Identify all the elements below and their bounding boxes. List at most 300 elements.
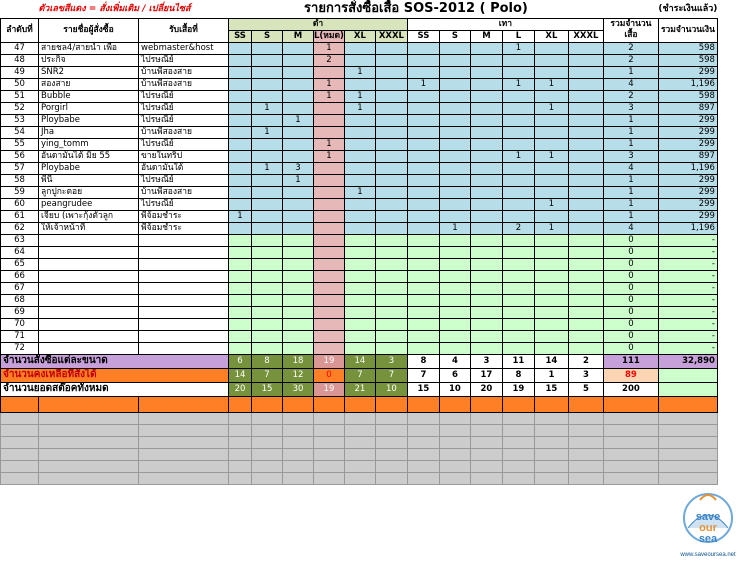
grid-cell[interactable] — [603, 436, 658, 448]
black-size-cell[interactable] — [344, 234, 375, 246]
grey-size-cell[interactable] — [534, 282, 568, 294]
grey-size-cell[interactable] — [470, 270, 502, 282]
black-size-cell[interactable] — [314, 294, 345, 306]
grid-cell[interactable] — [1, 460, 39, 472]
grey-size-cell[interactable] — [502, 270, 534, 282]
black-size-cell[interactable] — [229, 342, 252, 354]
black-size-cell[interactable] — [252, 42, 283, 54]
grid-cell[interactable] — [375, 424, 407, 436]
black-size-cell[interactable] — [344, 114, 375, 126]
black-size-cell[interactable] — [344, 174, 375, 186]
grey-size-cell[interactable]: 2 — [502, 222, 534, 234]
grey-size-cell[interactable] — [439, 330, 470, 342]
row-pickup[interactable]: ไปรษณีย์ — [139, 138, 229, 150]
black-size-cell[interactable] — [344, 258, 375, 270]
grid-cell[interactable] — [502, 472, 534, 484]
black-size-cell[interactable] — [283, 126, 314, 138]
grey-size-cell[interactable] — [407, 282, 439, 294]
grey-size-cell[interactable] — [439, 282, 470, 294]
grid-cell[interactable] — [470, 472, 502, 484]
grid-cell[interactable] — [603, 424, 658, 436]
grid-cell[interactable] — [502, 448, 534, 460]
black-size-cell[interactable] — [375, 246, 407, 258]
black-size-cell[interactable] — [314, 126, 345, 138]
black-size-cell[interactable]: 1 — [252, 162, 283, 174]
grey-size-cell[interactable] — [568, 342, 603, 354]
grey-size-cell[interactable] — [534, 126, 568, 138]
grey-size-cell[interactable] — [470, 318, 502, 330]
grey-size-cell[interactable] — [568, 294, 603, 306]
row-name[interactable]: พี่นี้ — [39, 174, 139, 186]
black-size-cell[interactable] — [283, 150, 314, 162]
grey-size-cell[interactable] — [470, 90, 502, 102]
black-size-cell[interactable] — [314, 210, 345, 222]
black-size-cell[interactable] — [252, 342, 283, 354]
black-size-cell[interactable] — [314, 270, 345, 282]
black-size-cell[interactable] — [283, 42, 314, 54]
row-name[interactable] — [39, 270, 139, 282]
grid-cell[interactable] — [252, 424, 283, 436]
grey-size-cell[interactable] — [502, 162, 534, 174]
black-size-cell[interactable] — [229, 186, 252, 198]
black-size-cell[interactable] — [375, 42, 407, 54]
black-size-cell[interactable] — [229, 126, 252, 138]
row-name[interactable] — [39, 234, 139, 246]
black-size-cell[interactable] — [344, 162, 375, 174]
grey-size-cell[interactable] — [502, 198, 534, 210]
grey-size-cell[interactable] — [407, 318, 439, 330]
row-pickup[interactable]: พี่จ้อมชำระ — [139, 210, 229, 222]
row-pickup[interactable]: บ้านพี่สองสาย — [139, 66, 229, 78]
grey-size-cell[interactable] — [439, 66, 470, 78]
black-size-cell[interactable]: 1 — [314, 150, 345, 162]
black-size-cell[interactable] — [252, 258, 283, 270]
black-size-cell[interactable]: 1 — [283, 174, 314, 186]
grid-cell[interactable] — [658, 448, 717, 460]
grid-cell[interactable] — [658, 472, 717, 484]
grey-size-cell[interactable] — [534, 66, 568, 78]
black-size-cell[interactable] — [344, 330, 375, 342]
row-pickup[interactable]: พี่จ้อมชำระ — [139, 222, 229, 234]
black-size-cell[interactable] — [314, 186, 345, 198]
black-size-cell[interactable] — [252, 66, 283, 78]
black-size-cell[interactable] — [344, 318, 375, 330]
grey-size-cell[interactable] — [407, 222, 439, 234]
grey-size-cell[interactable] — [470, 78, 502, 90]
row-name[interactable]: สายชล4/สายน้ำ เพื่อ — [39, 42, 139, 54]
grey-size-cell[interactable] — [439, 126, 470, 138]
black-size-cell[interactable] — [375, 54, 407, 66]
grey-size-cell[interactable] — [439, 162, 470, 174]
grey-size-cell[interactable] — [470, 162, 502, 174]
grid-cell[interactable] — [439, 412, 470, 424]
grid-cell[interactable] — [502, 424, 534, 436]
black-size-cell[interactable] — [229, 330, 252, 342]
black-size-cell[interactable]: 3 — [283, 162, 314, 174]
grey-size-cell[interactable] — [568, 246, 603, 258]
black-size-cell[interactable]: 1 — [314, 90, 345, 102]
grid-cell[interactable] — [470, 412, 502, 424]
black-size-cell[interactable] — [314, 330, 345, 342]
black-size-cell[interactable] — [229, 90, 252, 102]
grid-cell[interactable] — [252, 436, 283, 448]
grid-cell[interactable] — [534, 436, 568, 448]
black-size-cell[interactable] — [375, 306, 407, 318]
grid-cell[interactable] — [283, 412, 314, 424]
grey-size-cell[interactable] — [568, 318, 603, 330]
black-size-cell[interactable] — [283, 234, 314, 246]
row-name[interactable]: ให้เจ้าหน้าที่ — [39, 222, 139, 234]
black-size-cell[interactable] — [252, 318, 283, 330]
grey-size-cell[interactable]: 1 — [534, 222, 568, 234]
row-name[interactable]: Porgirl — [39, 102, 139, 114]
grid-cell[interactable] — [314, 412, 345, 424]
grey-size-cell[interactable] — [470, 246, 502, 258]
black-size-cell[interactable] — [314, 282, 345, 294]
grid-cell[interactable] — [39, 436, 139, 448]
black-size-cell[interactable] — [375, 342, 407, 354]
black-size-cell[interactable] — [314, 162, 345, 174]
row-name[interactable] — [39, 246, 139, 258]
black-size-cell[interactable] — [375, 330, 407, 342]
grid-cell[interactable] — [534, 448, 568, 460]
black-size-cell[interactable] — [283, 330, 314, 342]
grey-size-cell[interactable] — [407, 138, 439, 150]
grid-cell[interactable] — [407, 460, 439, 472]
grid-cell[interactable] — [407, 472, 439, 484]
grid-cell[interactable] — [344, 448, 375, 460]
grey-size-cell[interactable] — [568, 270, 603, 282]
black-size-cell[interactable] — [314, 258, 345, 270]
row-pickup[interactable]: ไปรษณีย์ — [139, 90, 229, 102]
grey-size-cell[interactable] — [568, 42, 603, 54]
black-size-cell[interactable] — [283, 306, 314, 318]
black-size-cell[interactable] — [229, 78, 252, 90]
black-size-cell[interactable] — [344, 282, 375, 294]
black-size-cell[interactable] — [344, 210, 375, 222]
grey-size-cell[interactable] — [439, 270, 470, 282]
black-size-cell[interactable] — [344, 54, 375, 66]
row-name[interactable] — [39, 294, 139, 306]
black-size-cell[interactable]: 1 — [314, 138, 345, 150]
black-size-cell[interactable] — [229, 258, 252, 270]
grey-size-cell[interactable] — [439, 114, 470, 126]
grey-size-cell[interactable] — [534, 174, 568, 186]
grey-size-cell[interactable] — [407, 114, 439, 126]
grey-size-cell[interactable] — [470, 330, 502, 342]
grid-cell[interactable] — [603, 460, 658, 472]
grey-size-cell[interactable] — [534, 294, 568, 306]
grey-size-cell[interactable] — [534, 54, 568, 66]
grey-size-cell[interactable] — [470, 42, 502, 54]
grid-cell[interactable] — [568, 460, 603, 472]
black-size-cell[interactable] — [252, 198, 283, 210]
grid-cell[interactable] — [407, 424, 439, 436]
black-size-cell[interactable] — [229, 102, 252, 114]
grey-size-cell[interactable] — [439, 258, 470, 270]
black-size-cell[interactable] — [375, 162, 407, 174]
black-size-cell[interactable] — [375, 258, 407, 270]
black-size-cell[interactable] — [344, 306, 375, 318]
black-size-cell[interactable] — [229, 114, 252, 126]
black-size-cell[interactable] — [283, 78, 314, 90]
grey-size-cell[interactable] — [502, 66, 534, 78]
grid-cell[interactable] — [252, 460, 283, 472]
grey-size-cell[interactable] — [470, 126, 502, 138]
row-name[interactable] — [39, 282, 139, 294]
black-size-cell[interactable]: 1 — [314, 42, 345, 54]
row-pickup[interactable] — [139, 330, 229, 342]
black-size-cell[interactable] — [252, 54, 283, 66]
grey-size-cell[interactable] — [568, 138, 603, 150]
grey-size-cell[interactable] — [407, 126, 439, 138]
black-size-cell[interactable] — [283, 222, 314, 234]
black-size-cell[interactable] — [252, 246, 283, 258]
grid-cell[interactable] — [139, 460, 229, 472]
row-name[interactable] — [39, 258, 139, 270]
grid-cell[interactable] — [375, 472, 407, 484]
grey-size-cell[interactable] — [502, 90, 534, 102]
row-name[interactable]: peangrudee — [39, 198, 139, 210]
grid-cell[interactable] — [568, 424, 603, 436]
grey-size-cell[interactable] — [502, 54, 534, 66]
black-size-cell[interactable] — [344, 342, 375, 354]
black-size-cell[interactable]: 1 — [283, 114, 314, 126]
grey-size-cell[interactable] — [470, 114, 502, 126]
grid-cell[interactable] — [534, 460, 568, 472]
grid-cell[interactable] — [344, 412, 375, 424]
black-size-cell[interactable] — [375, 102, 407, 114]
black-size-cell[interactable] — [229, 54, 252, 66]
row-name[interactable]: อันดามันไต้ มิย 55 — [39, 150, 139, 162]
grid-cell[interactable] — [139, 424, 229, 436]
black-size-cell[interactable] — [283, 90, 314, 102]
grey-size-cell[interactable] — [470, 294, 502, 306]
black-size-cell[interactable] — [229, 150, 252, 162]
grey-size-cell[interactable] — [439, 90, 470, 102]
black-size-cell[interactable] — [283, 138, 314, 150]
grid-cell[interactable] — [39, 448, 139, 460]
grey-size-cell[interactable] — [502, 318, 534, 330]
grey-size-cell[interactable]: 1 — [534, 78, 568, 90]
grey-size-cell[interactable] — [502, 126, 534, 138]
black-size-cell[interactable] — [344, 78, 375, 90]
black-size-cell[interactable] — [252, 270, 283, 282]
grey-size-cell[interactable] — [407, 294, 439, 306]
grid-cell[interactable] — [375, 448, 407, 460]
grey-size-cell[interactable] — [534, 186, 568, 198]
row-pickup[interactable] — [139, 342, 229, 354]
row-name[interactable]: Ploybabe — [39, 114, 139, 126]
grid-cell[interactable] — [344, 424, 375, 436]
grid-cell[interactable] — [314, 448, 345, 460]
grey-size-cell[interactable] — [568, 126, 603, 138]
row-name[interactable]: Jha — [39, 126, 139, 138]
row-name[interactable]: ประกิจ — [39, 54, 139, 66]
row-name[interactable]: ying_tomm — [39, 138, 139, 150]
grey-size-cell[interactable] — [470, 258, 502, 270]
grey-size-cell[interactable] — [502, 174, 534, 186]
row-pickup[interactable] — [139, 294, 229, 306]
row-name[interactable]: Bubble — [39, 90, 139, 102]
grey-size-cell[interactable] — [470, 282, 502, 294]
grey-size-cell[interactable] — [407, 162, 439, 174]
grey-size-cell[interactable] — [439, 318, 470, 330]
grey-size-cell[interactable] — [568, 66, 603, 78]
black-size-cell[interactable] — [252, 114, 283, 126]
grey-size-cell[interactable] — [470, 138, 502, 150]
grey-size-cell[interactable] — [470, 222, 502, 234]
grey-size-cell[interactable] — [439, 234, 470, 246]
row-name[interactable]: เจี๊ยบ (เพาะกุ้งตัวลูก — [39, 210, 139, 222]
black-size-cell[interactable] — [252, 174, 283, 186]
black-size-cell[interactable] — [375, 78, 407, 90]
grey-size-cell[interactable] — [407, 198, 439, 210]
grey-size-cell[interactable]: 1 — [534, 102, 568, 114]
grid-cell[interactable] — [39, 472, 139, 484]
grey-size-cell[interactable] — [439, 54, 470, 66]
grey-size-cell[interactable] — [568, 150, 603, 162]
black-size-cell[interactable] — [229, 174, 252, 186]
grid-cell[interactable] — [470, 460, 502, 472]
grid-cell[interactable] — [534, 472, 568, 484]
black-size-cell[interactable]: 1 — [229, 210, 252, 222]
black-size-cell[interactable] — [283, 342, 314, 354]
row-pickup[interactable]: ขายในทริป — [139, 150, 229, 162]
black-size-cell[interactable] — [252, 234, 283, 246]
grid-cell[interactable] — [252, 412, 283, 424]
grey-size-cell[interactable] — [439, 198, 470, 210]
row-pickup[interactable]: ไปรษณีย์ — [139, 174, 229, 186]
grid-cell[interactable] — [568, 472, 603, 484]
grey-size-cell[interactable] — [568, 102, 603, 114]
black-size-cell[interactable] — [344, 126, 375, 138]
black-size-cell[interactable] — [252, 330, 283, 342]
black-size-cell[interactable] — [252, 186, 283, 198]
grid-cell[interactable] — [439, 448, 470, 460]
grid-cell[interactable] — [658, 436, 717, 448]
row-pickup[interactable]: ไปรษณีย์ — [139, 102, 229, 114]
row-pickup[interactable]: อันดามันใต้ — [139, 162, 229, 174]
black-size-cell[interactable] — [283, 258, 314, 270]
black-size-cell[interactable]: 1 — [344, 90, 375, 102]
black-size-cell[interactable] — [252, 222, 283, 234]
grid-cell[interactable] — [439, 472, 470, 484]
grey-size-cell[interactable] — [439, 342, 470, 354]
grid-cell[interactable] — [439, 436, 470, 448]
grey-size-cell[interactable] — [502, 114, 534, 126]
black-size-cell[interactable]: 1 — [344, 102, 375, 114]
grey-size-cell[interactable] — [502, 294, 534, 306]
grey-size-cell[interactable] — [534, 318, 568, 330]
grey-size-cell[interactable]: 1 — [534, 150, 568, 162]
black-size-cell[interactable] — [314, 222, 345, 234]
grey-size-cell[interactable] — [502, 210, 534, 222]
black-size-cell[interactable] — [375, 198, 407, 210]
grey-size-cell[interactable] — [439, 150, 470, 162]
row-pickup[interactable] — [139, 258, 229, 270]
grey-size-cell[interactable] — [407, 330, 439, 342]
grey-size-cell[interactable] — [407, 174, 439, 186]
row-name[interactable] — [39, 318, 139, 330]
grid-cell[interactable] — [229, 448, 252, 460]
black-size-cell[interactable] — [283, 318, 314, 330]
grey-size-cell[interactable] — [407, 66, 439, 78]
black-size-cell[interactable]: 1 — [314, 78, 345, 90]
row-pickup[interactable] — [139, 246, 229, 258]
grid-cell[interactable] — [139, 448, 229, 460]
grid-cell[interactable] — [658, 424, 717, 436]
black-size-cell[interactable] — [283, 102, 314, 114]
black-size-cell[interactable] — [229, 294, 252, 306]
black-size-cell[interactable] — [229, 234, 252, 246]
black-size-cell[interactable] — [375, 174, 407, 186]
black-size-cell[interactable] — [314, 306, 345, 318]
black-size-cell[interactable] — [375, 282, 407, 294]
black-size-cell[interactable] — [375, 294, 407, 306]
grid-cell[interactable] — [407, 412, 439, 424]
black-size-cell[interactable] — [252, 294, 283, 306]
grey-size-cell[interactable] — [439, 210, 470, 222]
black-size-cell[interactable] — [283, 66, 314, 78]
grey-size-cell[interactable]: 1 — [502, 42, 534, 54]
grid-cell[interactable] — [139, 412, 229, 424]
grid-cell[interactable] — [568, 436, 603, 448]
black-size-cell[interactable] — [252, 150, 283, 162]
row-pickup[interactable]: ไปรษณีย์ — [139, 114, 229, 126]
grid-cell[interactable] — [603, 472, 658, 484]
black-size-cell[interactable] — [344, 42, 375, 54]
black-size-cell[interactable] — [314, 234, 345, 246]
black-size-cell[interactable]: 1 — [344, 186, 375, 198]
grey-size-cell[interactable] — [439, 138, 470, 150]
black-size-cell[interactable] — [375, 186, 407, 198]
grid-cell[interactable] — [603, 412, 658, 424]
grid-cell[interactable] — [658, 412, 717, 424]
grid-cell[interactable] — [470, 436, 502, 448]
grid-cell[interactable] — [283, 448, 314, 460]
grey-size-cell[interactable] — [568, 54, 603, 66]
black-size-cell[interactable] — [375, 138, 407, 150]
row-name[interactable] — [39, 342, 139, 354]
grid-cell[interactable] — [344, 472, 375, 484]
grey-size-cell[interactable] — [407, 150, 439, 162]
black-size-cell[interactable] — [314, 66, 345, 78]
grey-size-cell[interactable]: 1 — [502, 150, 534, 162]
black-size-cell[interactable] — [344, 294, 375, 306]
grey-size-cell[interactable] — [407, 210, 439, 222]
grey-size-cell[interactable] — [568, 78, 603, 90]
grey-size-cell[interactable] — [568, 234, 603, 246]
black-size-cell[interactable] — [314, 318, 345, 330]
grid-cell[interactable] — [39, 412, 139, 424]
black-size-cell[interactable] — [375, 270, 407, 282]
grey-size-cell[interactable] — [407, 54, 439, 66]
row-name[interactable]: สองสาย — [39, 78, 139, 90]
grid-cell[interactable] — [314, 424, 345, 436]
grid-cell[interactable] — [39, 460, 139, 472]
grid-cell[interactable] — [439, 460, 470, 472]
black-size-cell[interactable] — [344, 222, 375, 234]
black-size-cell[interactable] — [344, 270, 375, 282]
grid-cell[interactable] — [139, 436, 229, 448]
black-size-cell[interactable] — [229, 318, 252, 330]
grey-size-cell[interactable]: 1 — [439, 222, 470, 234]
grey-size-cell[interactable] — [407, 246, 439, 258]
grid-cell[interactable] — [314, 436, 345, 448]
grid-cell[interactable] — [283, 424, 314, 436]
black-size-cell[interactable] — [229, 246, 252, 258]
